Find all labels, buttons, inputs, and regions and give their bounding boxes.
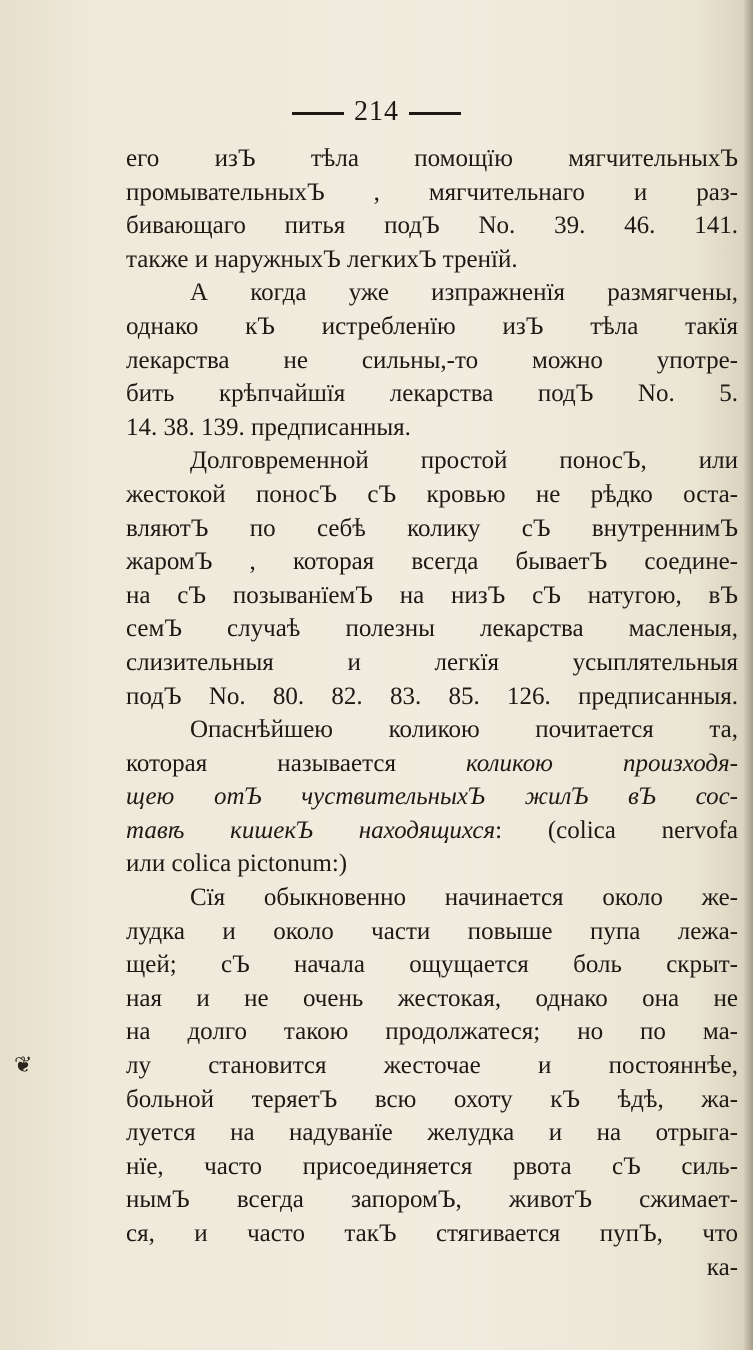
text-line: лу становится жесточае и постояннѣе, — [126, 1052, 738, 1080]
text-line: на сЪ позыванїемЪ на низЪ сЪ натугою, вЪ — [126, 581, 738, 609]
text-line — [126, 814, 738, 848]
text-line: ся, и часто такЪ стягивается пупЪ, что — [126, 1220, 738, 1247]
text-line: нїе, часто присоединяется рвота сЪ силь- — [126, 1152, 738, 1180]
text-line: его изЪ тѣла помощїю мягчительныхЪ — [126, 145, 738, 172]
text-line — [126, 747, 738, 781]
text-line: нымЪ всегда запоромЪ, животЪ сжимает- — [126, 1186, 738, 1214]
text-line: на долго такою продолжатеся; но по ма- — [126, 1018, 738, 1046]
header-left-dash — [292, 112, 344, 115]
text-line: также и наружныхЪ легкихЪ тренїй. — [126, 245, 518, 273]
text-line-roman: : (colica nervofa — [495, 816, 738, 844]
paragraph-first-line: Сїя обыкновенно начинается около же- — [190, 884, 738, 912]
text-line: подЪ No. 80. 82. 83. 85. 126. предписанныя. — [126, 682, 738, 710]
text-line: 14. 38. 139. предписанныя. — [126, 413, 411, 441]
text-line: бивающаго питья подЪ No. 39. 46. 141. — [126, 212, 738, 240]
text-line: слизительныя и легкїя усыплятельныя — [126, 648, 738, 676]
text-line: семЪ случаѣ полезны лекарства масленыя, — [126, 615, 738, 643]
text-line: бить крѣпчайшїя лекарства подЪ No. 5. — [126, 380, 738, 408]
page-header — [0, 92, 753, 132]
text-line: луется на надуванїе желудка и на отрыга- — [126, 1119, 738, 1147]
text-line: промывательныхЪ , мягчительнаго и раз- — [126, 178, 738, 206]
text-line: больной теряетЪ всю охоту кЪ ѣдѣ, жа- — [126, 1085, 738, 1113]
text-line: жаромЪ , которая всегда бываетЪ соедине- — [126, 548, 738, 576]
page-gutter-shadow — [743, 0, 753, 1350]
text-line-italic: тавѣ кишекЪ находящихся — [126, 816, 496, 844]
paragraph-first-line: Опаснѣйшею коликою почитается та, — [190, 716, 738, 744]
text-line: вляютЪ по себѣ колику сЪ внутреннимЪ — [126, 514, 738, 542]
text-line: лудка и около части повыше пупа лежа- — [126, 917, 738, 945]
page-number: 214 — [354, 96, 399, 127]
text-line-italic: коликою произходя- — [466, 749, 738, 777]
text-line-italic: щею отЪ чуствительныхЪ жилЪ вЪ сос- — [126, 783, 738, 811]
paragraph-first-line: А когда уже изпражненїя размягчены, — [190, 279, 738, 307]
text-line: лекарства не сильны,-то можно употре- — [126, 346, 738, 374]
text-line: однако кЪ истребленїю изЪ тѣла такїя — [126, 312, 738, 340]
body-text — [126, 142, 738, 1284]
text-line: жестокой поносЪ сЪ кровью не рѣдко оста- — [126, 480, 738, 508]
text-line: или colica pictonum:) — [126, 850, 348, 878]
header-right-dash — [409, 112, 461, 115]
paragraph-first-line: Долговременной простой поносЪ, или — [190, 447, 738, 475]
margin-ink-mark: ❦ — [14, 1052, 33, 1077]
text-line: щей; сЪ начала ощущается боль скрыт- — [126, 951, 738, 979]
catchword: ка- — [706, 1253, 738, 1281]
text-line-roman: которая называется — [126, 749, 467, 777]
text-line: ная и не очень жестокая, однако она не — [126, 984, 738, 1012]
